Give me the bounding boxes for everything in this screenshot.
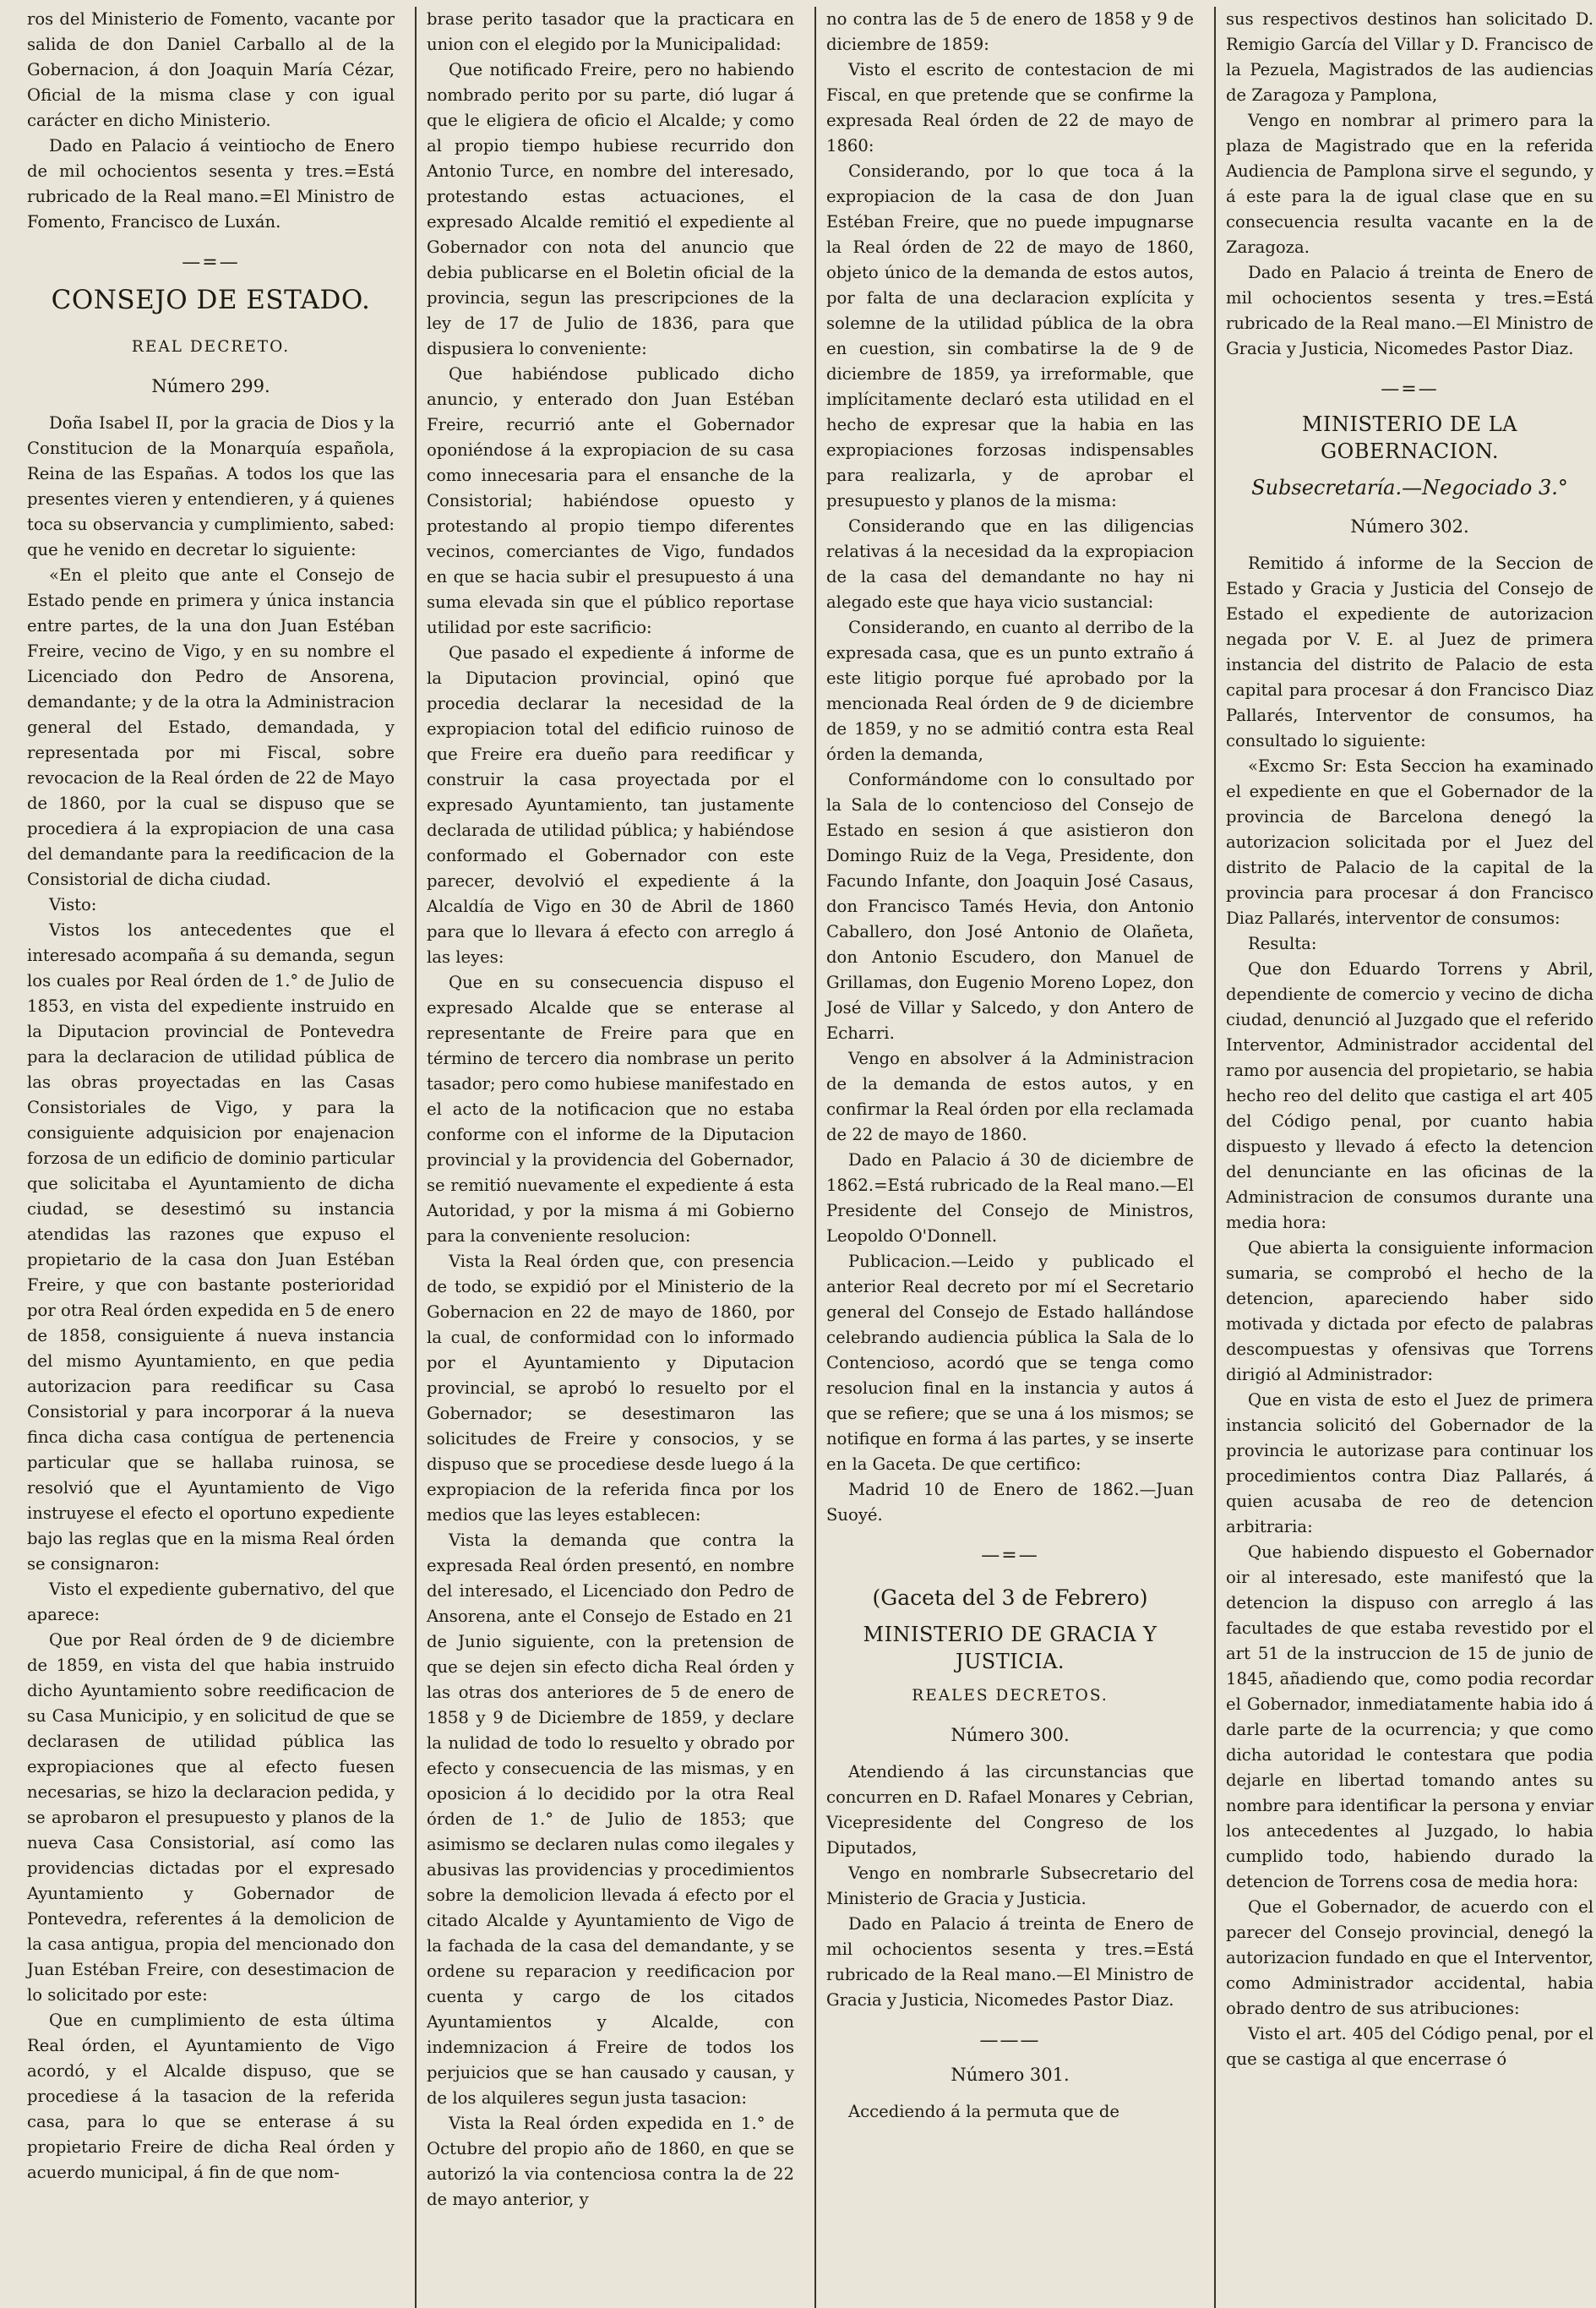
paragraph: Que habiendo dispuesto el Gobernador oir al interesado, este manifestó que la detencion la dispuso con arreglo á las facultades de que estaba revestido por el art 51 de la instruccion de 15 de junio de 1845, añadiendo que, como podia recordar el Gobernador, inmediatamente habia ido á darle parte de la ocurrencia; y que como dicha autoridad le contestara que podia dejarle en libertad tomando antes su nombre para identificar la persona y enviar los antecedentes al Juzgado, lo habia cumplido todo, habiendo durado la detencion de Torrens cosa de media hora: (1226, 1542, 1593, 1891)
column-3 (814, 7, 1214, 2308)
paragraph: Visto: (49, 895, 97, 914)
column-4 (1214, 7, 1596, 2308)
separator: —=— (182, 252, 240, 273)
separator: —=— (1381, 379, 1439, 400)
paragraph: Dado en Palacio á 30 de diciembre de 1862.=Está rubricado de la Real mano.—El Presidente del Consejo de Ministros, Leopoldo O'Donnell. (826, 1150, 1194, 1246)
paragraph: Que don Eduardo Torrens y Abril, dependiente de comercio y vecino de dicha ciudad, denunció al Juzgado que el referido Interventor, Administrador accidental del ramo por ausencia del propietario, se habia hecho reo del delito que castiga el art 405 del Código penal, por cuanto habia dispuesto y llevado á efecto la detencion del denunciante en las oficinas de la Administracion de consumos durante una media hora: (1226, 959, 1593, 1232)
paragraph: Vista la Real órden que, con presencia de todo, se expidió por el Ministerio de la Gobernacion en 22 de mayo de 1860, por la cual, de conformidad con lo informado por el Ayuntamiento y Diputacion provincial, se aprobó lo resuelto por el Gobernador; se desestimaron las solicitudes de Freire y consocios, y se dispuso que se procediese desde luego á la expropiacion de la referida finca por los medios que las leyes establecen: (427, 1252, 794, 1525)
gaceta-reference: (Gaceta del 3 de Febrero) (872, 1585, 1148, 1610)
paragraph: ros del Ministerio de Fomento, vacante por salida de don Daniel Carballo al de la Gobernacion, á don Joaquin María Cézar, Oficial de la misma clase y con igual carácter en dicho Ministerio. (27, 9, 395, 130)
paragraph: Dado en Palacio á treinta de Enero de mil ochocientos sesenta y tres.=Está rubricado de la Real mano.—El Ministro de Gracia y Justicia, Nicomedes Pastor Diaz. (826, 1914, 1194, 2010)
paragraph: Dado en Palacio á treinta de Enero de mil ochocientos sesenta y tres.=Está rubricado de la Real mano.—El Ministro de Gracia y Justicia, Nicomedes Pastor Diaz. (1226, 263, 1593, 358)
paragraph: Que en vista de esto el Juez de primera instancia solicitó del Gobernador de la provincia le autorizase para continuar los procedimientos contra Diaz Pallarés, á quien acusaba de reo de detencion arbitraria: (1226, 1390, 1593, 1536)
column-2 (415, 7, 814, 2308)
paragraph: Visto el art. 405 del Código penal, por el que se castiga al que encerrase ó (1226, 2024, 1593, 2069)
paragraph: Que habiéndose publicado dicho anuncio, y enterado don Juan Estéban Freire, recurrió ante el Gobernador oponiéndose á la expropiacion de su casa como innecesaria para el ensanche de la Consistorial; habiéndose opuesto y protestando al propio tiempo diferentes vecinos, comerciantes de Vigo, fundados en que se hacia subir el presupuesto á una suma elevada sin que el público reportase utilidad por este sacrificio: (427, 364, 794, 637)
paragraph: brase perito tasador que la practicara en union con el elegido por la Municipalidad: (427, 9, 794, 54)
separator: ——— (979, 2030, 1041, 2051)
paragraph: sus respectivos destinos han solicitado D. Remigio García del Villar y D. Francisco de la Pezuela, Magistrados de las audiencias de Zaragoza y Pamplona, (1226, 9, 1593, 105)
paragraph: Visto el escrito de contestacion de mi Fiscal, en que pretende que se confirme la expresada Real órden de 22 de mayo de 1860: (826, 60, 1194, 156)
subsecretaria-heading: Subsecretaría.—Negociado 3.° (1251, 476, 1568, 499)
paragraph: Vista la demanda que contra la expresada Real órden presentó, en nombre del interesado, el Licenciado don Pedro de Ansorena, ante el Consejo de Estado en 21 de Junio siguiente, con la pretension de que se dejen sin efecto dicha Real órden y las otras dos anteriores de 5 de enero de 1858 y 9 de Diciembre de 1859, y declare la nulidad de todo lo resuelto y obrado por efecto y consecuencia de las mismas, y en oposicion á lo decidido por la otra Real órden de 1.° de Julio de 1853; que asimismo se declaren nulas como ilegales y abusivas las providencias y procedimientos sobre la demolicion llevada á efecto por el citado Alcalde y Ayuntamiento de Vigo de la fachada de la casa del demandante, y se ordene su reparacion y reedificacion por cuenta y cargo de los citados Ayuntamientos y Alcalde, con indemnizacion á Freire de todos los perjuicios que se han causado y causan, y de los alquileres segun justa tasacion: (427, 1530, 794, 2108)
paragraph: «En el pleito que ante el Consejo de Estado pende en primera y única instancia entre partes, de la una don Juan Estéban Freire, vecino de Vigo, y en su nombre el Licenciado don Pedro de Ansorena, demandante; y de la otra la Administracion general del Estado, demandada, y representada por mi Fiscal, sobre revocacion de la Real órden de 22 de Mayo de 1860, por la cual se dispuso que se procediera á la expropiacion de una casa del demandante para la reedificacion de la Consistorial de dicha ciudad. (27, 565, 395, 889)
paragraph: «Excmo Sr: Esta Seccion ha examinado el expediente en que el Gobernador de la provincia de Barcelona denegó la autorizacion solicitada por el Juez del distrito de Palacio de la capital de la provincia para procesar á don Francisco Diaz Pallarés, interventor de consumos: (1226, 756, 1593, 928)
decree-number: Número 301. (951, 2065, 1070, 2085)
decree-number: Número 302. (1350, 516, 1469, 537)
decree-number: Número 300. (951, 1725, 1070, 1745)
paragraph: Publicacion.—Leido y publicado el anterior Real decreto por mí el Secretario general del Consejo de Estado hallándose celebrando audiencia pública la Sala de lo Contencioso, acordó que se tenga como resolucion final en la instancia y autos á que se refiere; que se una á los mismos; se notifique en forma á las partes, y se inserte en la Gaceta. De que certifico: (826, 1252, 1194, 1474)
decree-number: Número 299. (151, 376, 270, 396)
paragraph: Doña Isabel II, por la gracia de Dios y la Constitucion de la Monarquía española, Reina de las Españas. A todos los que las presentes vieren y entendieren, y á quienes toca su observancia y cumplimiento, sabed: que he venido en decretar lo siguiente: (27, 413, 395, 559)
paragraph: Considerando, en cuanto al derribo de la expresada casa, que es un punto extraño á este litigio porque fué aprobado por la mencionada Real órden de 9 de diciembre de 1859, y no se admitió contra esta Real órden la demanda, (826, 618, 1194, 764)
paragraph: Que notificado Freire, pero no habiendo nombrado perito por su parte, dió lugar á que le eligiera de oficio el Alcalde; y como al propio tiempo hubiese recurrido don Antonio Turce, en nombre del interesado, protestando estas actuaciones, el expresado Alcalde remitió el expediente al Gobernador con nota del anuncio que debia publicarse en el Boletin oficial de la provincia, segun las prescripciones de la ley de 17 de Julio de 1836, para que dispusiera lo conveniente: (427, 60, 794, 358)
paragraph: Visto el expediente gubernativo, del que aparece: (27, 1580, 395, 1624)
paragraph: Dado en Palacio á veintiocho de Enero de mil ochocientos sesenta y tres.=Está rubricado de la Real mano.=El Ministro de Fomento, Francisco de Luxán. (27, 136, 395, 232)
column-1 (15, 7, 415, 2308)
paragraph: Considerando, por lo que toca á la expropiacion de la casa de don Juan Estéban Freire, que no puede impugnarse la Real órden de 22 de mayo de 1860, objeto único de la demanda de estos autos, por falta de una declaracion explícita y solemne de la utilidad pública de la obra en cuestion, sin combatirse la de 9 de diciembre de 1859, ya irreformable, que implícitamente declaró esta utilidad en el hecho de expresar que la habia en las expropiaciones forzosas indispensables para realizarla, y de aprobar el presupuesto y planos de la misma: (826, 161, 1194, 510)
decree-heading: REAL DECRETO. (131, 338, 291, 356)
paragraph: no contra las de 5 de enero de 1858 y 9 de diciembre de 1859: (826, 9, 1194, 54)
paragraph: Que en cumplimiento de esta última Real órden, el Ayuntamiento de Vigo acordó, y el Alcalde dispuso, que se procediese á la tasacion de la referida casa, para lo que se enterase á su propietario Freire de dicha Real órden y acuerdo municipal, á fin de que nom- (27, 2011, 395, 2182)
paragraph: Que el Gobernador, de acuerdo con el parecer del Consejo provincial, denegó la autorizacion fundado en que el Interventor, como Administrador accidental, habia obrado dentro de sus atribuciones: (1226, 1897, 1593, 2018)
paragraph: Considerando que en las diligencias relativas á la necesidad da la expropiacion de la casa del demandante no hay ni alegado este que haya vicio sustancial: (826, 516, 1194, 612)
paragraph: Resulta: (1248, 934, 1317, 953)
paragraph: Vengo en nombrar al primero para la plaza de Magistrado que en la referida Audiencia de Pamplona sirve el segundo, y á este para la de igual clase que en su consecuencia resulta vacante en la de Zaragoza. (1226, 111, 1593, 257)
section-heading: CONSEJO DE ESTADO. (51, 285, 371, 315)
paragraph: Vista la Real órden expedida en 1.° de Octubre del propio año de 1860, en que se autorizó la via contenciosa contra la de 22 de mayo anterior, y (427, 2114, 794, 2209)
paragraph: Vistos los antecedentes que el interesado acompaña á su demanda, segun los cuales por Real órden de 1.° de Julio de 1853, en vista del expediente instruido en la Diputacion provincial de Pontevedra para la declaracion de utilidad pública de las obras proyectadas en las Casas Consistoriales de Vigo, y para la consiguiente adquisicion por enajenacion forzosa de un edificio de dominio particular que solicitaba el Ayuntamiento de dicha ciudad, se desestimó su instancia atendidas las razones que expuso el propietario de la casa don Juan Estéban Freire, y que con bastante posterioridad por otra Real órden expedida en 5 de enero de 1858, consiguiente á nueva instancia del mismo Ayuntamiento, en que pedia autorizacion para reedificar su Casa Consistorial y para incorporar á la nueva finca dicha casa contígua de pertenencia particular que se hallaba ruinosa, se resolvió que el Ayuntamiento de Vigo instruyese el efecto el oportuno expediente bajo las reglas que en la misma Real órden se consignaron: (27, 920, 395, 1574)
paragraph: Que pasado el expediente á informe de la Diputacion provincial, opinó que procedia declarar la necesidad de la expropiacion total del edificio ruinoso de que Freire era dueño para reedificar y construir la casa proyectada por el expresado Ayuntamiento, tan justamente declarada de utilidad pública; y habiéndose conformado el Gobernador con este parecer, devolvió el expediente á la Alcaldía de Vigo en 30 de Abril de 1860 para que lo llevara á efecto con arreglo á las leyes: (427, 643, 794, 967)
paragraph: Atendiendo á las circunstancias que concurren en D. Rafael Monares y Cebrian, Vicepresidente del Congreso de los Diputados, (826, 1762, 1194, 1858)
paragraph: Accediendo á la permuta que de (848, 2102, 1119, 2121)
paragraph: Que por Real órden de 9 de diciembre de 1859, en vista del que habia instruido dicho Ayuntamiento sobre reedificacion de su Casa Municipio, y en solicitud de que se declarasen de utilidad pública las expropiaciones que al efecto fuesen necesarias, se hizo la declaracion pedida, y se aprobaron el presupuesto y planos de la nueva Casa Consistorial, así como las providencias dictadas por el expresado Ayuntamiento y Gobernador de Pontevedra, referentes á la demolicion de la casa antigua, propia del mencionado don Juan Estéban Freire, con desestimacion de lo solicitado por este: (27, 1630, 395, 2005)
paragraph: Conformándome con lo consultado por la Sala de lo contencioso del Consejo de Estado en sesion á que asistieron don Domingo Ruiz de la Vega, Presidente, don Facundo Infante, don Joaquin José Casaus, don Francisco Tamés Hevia, don Antonio Caballero, don José Antonio de Olañeta, don Antonio Escudero, don Manuel de Grillamas, don Eugenio Moreno Lopez, don José de Villar y Salcedo, y don Antero de Echarri. (826, 770, 1194, 1043)
ministry-heading: MINISTERIO DE GRACIA Y JUSTICIA. (863, 1623, 1158, 1673)
separator: —=— (981, 1545, 1039, 1566)
signature-line: Madrid 10 de Enero de 1862.—Juan Suoyé. (826, 1480, 1194, 1525)
decree-heading: REALES DECRETOS. (912, 1687, 1108, 1705)
paragraph: Remitido á informe de la Seccion de Estado y Gracia y Justicia del Consejo de Estado el expediente de autorizacion negada por V. E. al Juez de primera instancia del distrito de Palacio de esta capital para procesar á don Francisco Diaz Pallarés, Interventor de consumos, ha consultado lo siguiente: (1226, 554, 1593, 750)
ministry-heading: MINISTERIO DE LA GOBERNACION. (1301, 412, 1518, 463)
paragraph: Vengo en absolver á la Administracion de la demanda de estos autos, y en confirmar la Real órden por ella reclamada de 22 de mayo de 1860. (826, 1049, 1194, 1144)
paragraph: Que abierta la consiguiente informacion sumaria, se comprobó el hecho de la detencion, apareciendo haber sido motivada y dictada por efecto de palabras descompuestas y ofensivas que Torrens dirigió al Administrador: (1226, 1238, 1593, 1384)
paragraph: Que en su consecuencia dispuso el expresado Alcalde que se enterase al representante de Freire para que en término de tercero dia nombrase un perito tasador; pero como hubiese manifestado en el acto de la notificacion que no estaba conforme con el informe de la Diputacion provincial y la providencia del Gobernador, se remitió nuevamente el expediente á esta Autoridad, y por la misma á mi Gobierno para la conveniente resolucion: (427, 973, 794, 1246)
paragraph: Vengo en nombrarle Subsecretario del Ministerio de Gracia y Justicia. (826, 1863, 1194, 1908)
